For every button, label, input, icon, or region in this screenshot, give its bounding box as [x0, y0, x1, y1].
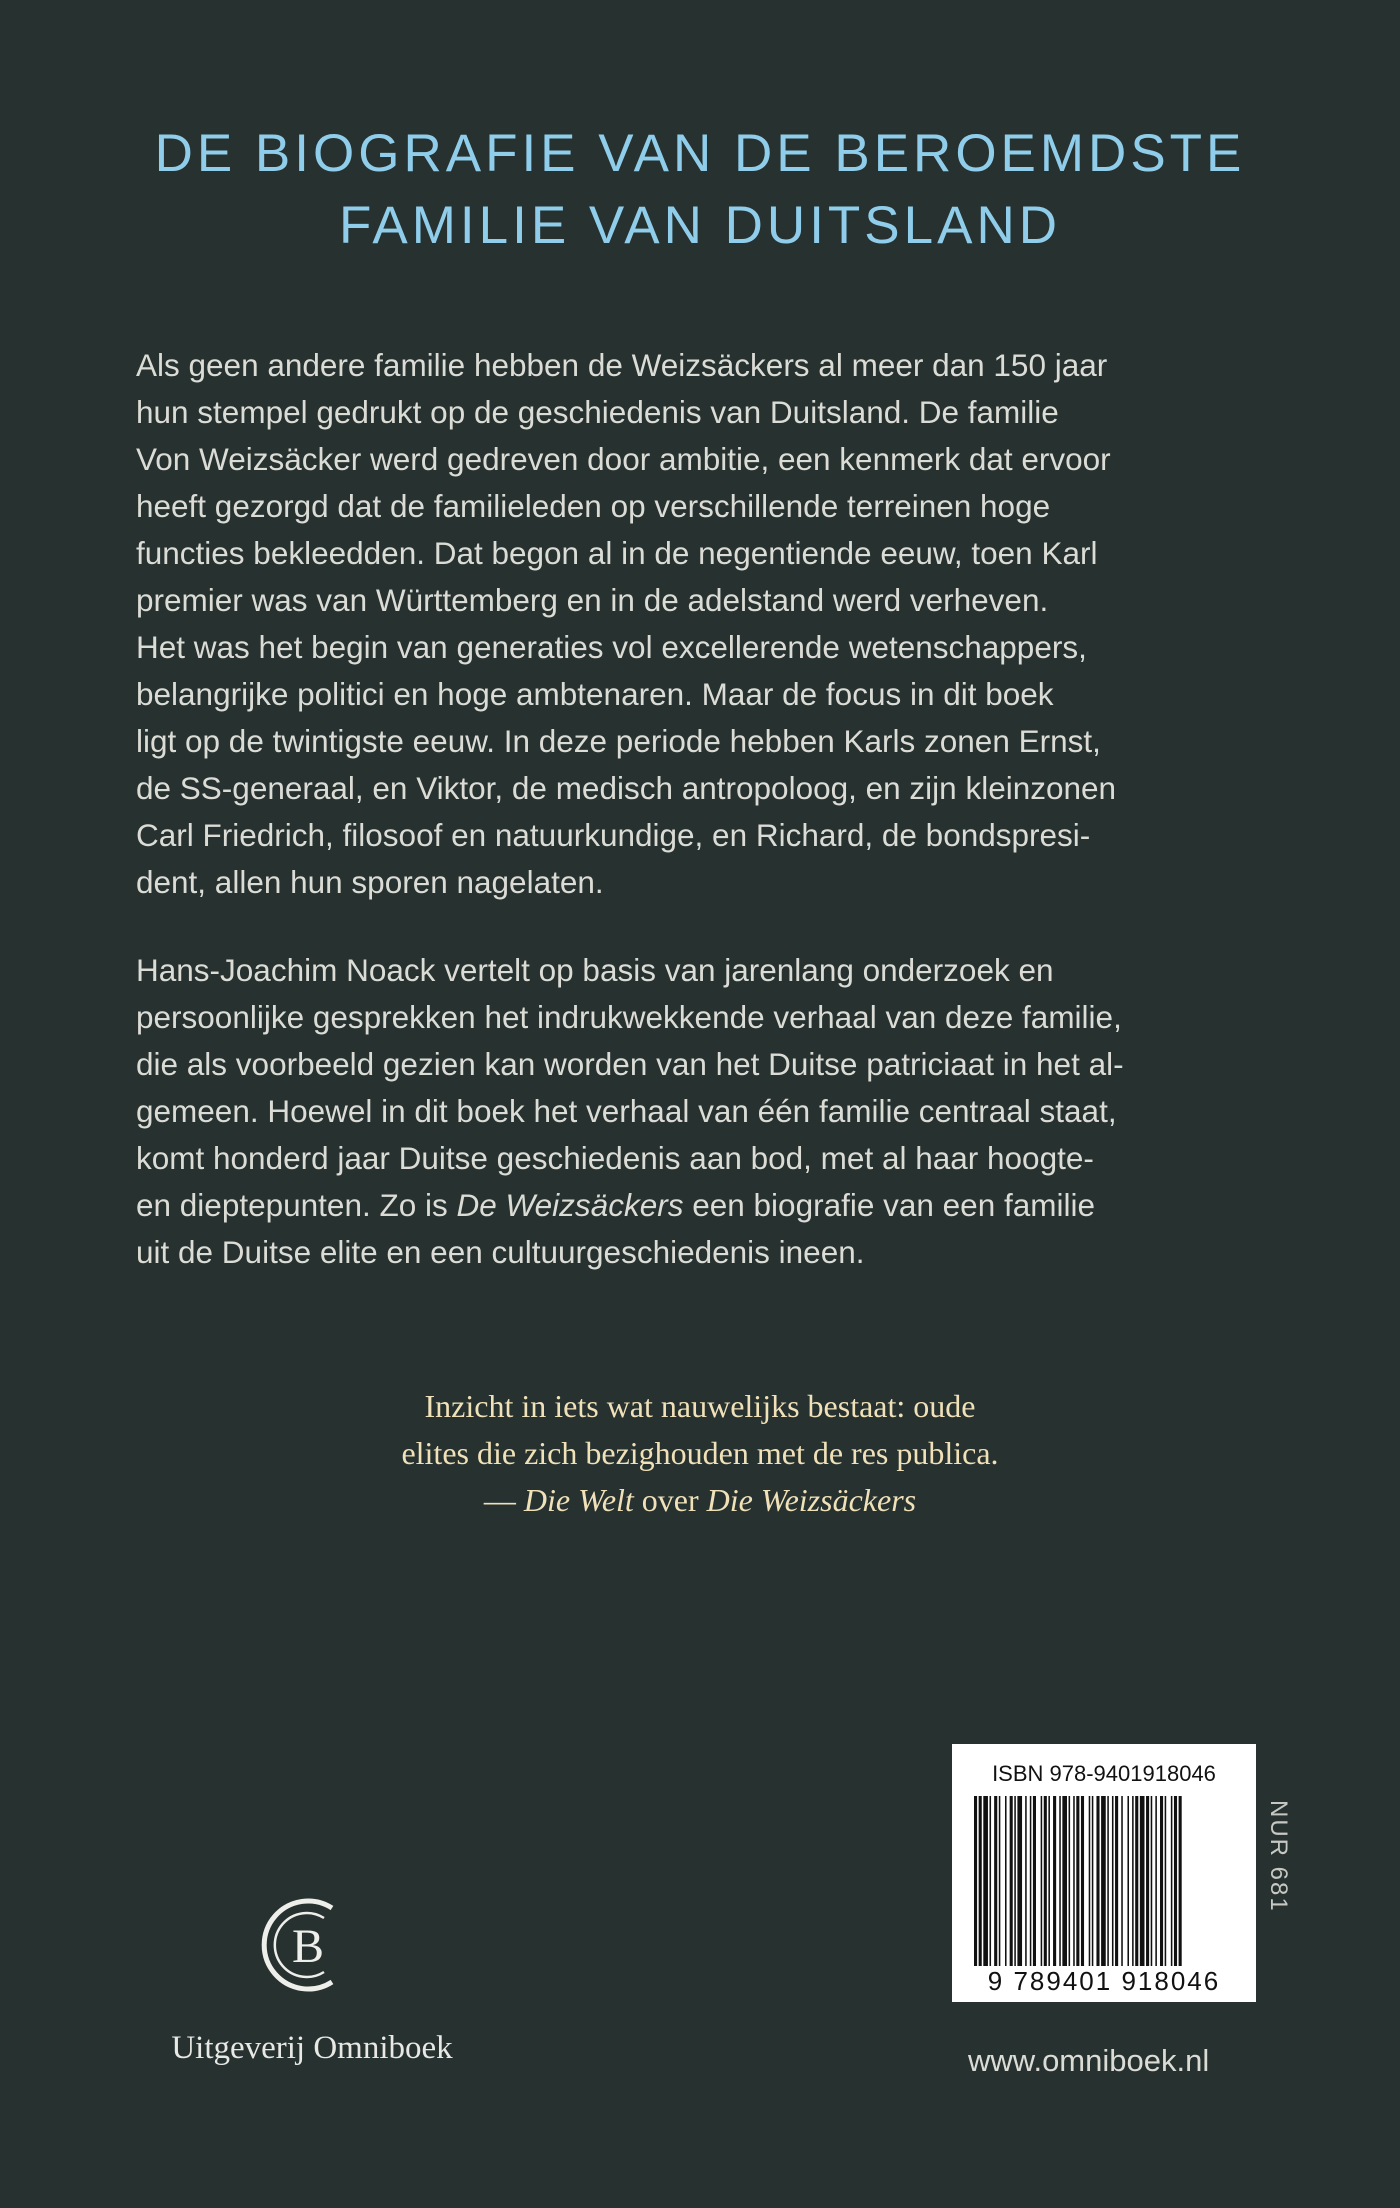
paragraph-line: uit de Duitse elite en een cultuurgeschiedenis ineen. [136, 1234, 865, 1270]
paragraph-line [136, 1182, 1271, 1229]
barcode-bar [1155, 1796, 1157, 1966]
barcode-bar [1171, 1796, 1173, 1966]
paragraph-line: gemeen. Hoewel in dit boek het verhaal van één familie centraal staat, [136, 1093, 1117, 1129]
barcode [952, 1744, 1256, 2002]
headline-line-1: DE BIOGRAFIE VAN DE BEROEMDSTE [154, 124, 1246, 183]
barcode-bar [1135, 1796, 1138, 1966]
barcode-bar [1033, 1796, 1036, 1966]
barcode-bar [1127, 1796, 1129, 1966]
barcode-bar [1092, 1796, 1094, 1966]
barcode-bar [1062, 1796, 1067, 1966]
headline-line-2: FAMILIE VAN DUITSLAND [338, 196, 1062, 255]
website-url: www.omniboek.nl [968, 2043, 1210, 2078]
barcode-bar [1010, 1796, 1013, 1966]
barcode-bar [983, 1796, 988, 1966]
paragraph-line: Het was het begin van generaties vol excellerende wetenschappers, [136, 629, 1087, 665]
paragraph-line: Als geen andere familie hebben de Weizsäckers al meer dan 150 jaar [136, 347, 1108, 383]
paragraph-line: functies bekleedden. Dat begon al in de negentiende eeuw, toen Karl [136, 535, 1098, 571]
barcode-bar [974, 1796, 977, 1966]
barcode-bar [1081, 1796, 1084, 1966]
paragraph-line: de SS-generaal, en Viktor, de medisch antropoloog, en zijn kleinzonen [136, 770, 1117, 806]
paragraph-line: dent, allen hun sporen nagelaten. [136, 864, 604, 900]
barcode-bar [1160, 1796, 1163, 1966]
barcode-bar [999, 1796, 1001, 1966]
barcode-bar [1014, 1796, 1016, 1966]
barcode-bar [994, 1796, 997, 1966]
barcode-bar [1025, 1796, 1027, 1966]
barcode-bar [1048, 1796, 1050, 1966]
paragraph-line: Von Weizsäcker werd gedreven door ambitie, een kenmerk dat ervoor [136, 441, 1111, 477]
paragraph-line: die als voorbeeld gezien kan worden van het Duitse patriciaat in het al- [136, 1046, 1124, 1082]
logo-letter: B [291, 1920, 325, 1973]
barcode-bar [1030, 1796, 1032, 1966]
publisher-name: Uitgeverij Omniboek [171, 2030, 453, 2066]
barcode-bar [1179, 1796, 1182, 1966]
description-paragraph-2 [136, 947, 1271, 1276]
line-start: en dieptepunten. Zo is [136, 1187, 457, 1223]
paragraph-line: heeft gezorgd dat de familieleden op verschillende terreinen hoge [136, 488, 1051, 524]
barcode-bar [1076, 1796, 1079, 1966]
barcode-bar [1044, 1796, 1047, 1966]
barcode-bar [1059, 1796, 1061, 1966]
barcode-bar [1069, 1796, 1071, 1966]
paragraph-line: komt honderd jaar Duitse geschiedenis aan bod, met al haar hoogte- [136, 1140, 1094, 1176]
publisher-logo-icon [250, 1890, 360, 2000]
paragraph-line: Hans-Joachim Noack vertelt op basis van jarenlang onderzoek en [136, 952, 1054, 988]
barcode-bar [1132, 1796, 1134, 1966]
attribution-source: Die Welt [523, 1482, 634, 1518]
barcode-bar [1115, 1796, 1118, 1966]
barcode-bar [1041, 1796, 1043, 1966]
description-paragraph-1 [136, 342, 1271, 906]
paragraph-line: hun stempel gedrukt op de geschiedenis van Duitsland. De familie [136, 394, 1059, 430]
barcode-bar [1174, 1796, 1177, 1966]
barcode-bar [1005, 1796, 1007, 1966]
paragraph-line: persoonlijke gesprekken het indrukwekkende verhaal van deze familie, [136, 999, 1122, 1035]
line-end: een biografie van een familie [683, 1187, 1095, 1223]
barcode-bars [972, 1796, 1236, 1966]
quote-line-2: elites die zich bezighouden met de res publica. [401, 1435, 999, 1471]
barcode-bar [1101, 1796, 1106, 1966]
nur-code: NUR 681 [1265, 1800, 1292, 1913]
barcode-bar [1112, 1796, 1114, 1966]
barcode-bar [979, 1796, 982, 1966]
barcode-bar [1096, 1796, 1099, 1966]
barcode-bar [1121, 1796, 1123, 1966]
book-title: De Weizsäckers [456, 1187, 684, 1223]
attribution-dash: — [483, 1482, 524, 1518]
barcode-bar [1151, 1796, 1153, 1966]
paragraph-line: premier was van Württemberg en in de adelstand werd verheven. [136, 582, 1049, 618]
barcode-bar [1165, 1796, 1167, 1966]
quote-attribution [0, 1477, 1400, 1524]
isbn-label: ISBN 978-9401918046 [992, 1761, 1216, 1786]
quote-line-1: Inzicht in iets wat nauwelijks bestaat: oude [424, 1388, 976, 1424]
headline [0, 118, 1400, 262]
attribution-over: over [633, 1482, 707, 1518]
paragraph-line: Carl Friedrich, filosoof en natuurkundige, en Richard, de bondspresi- [136, 817, 1091, 853]
barcode-bar [1107, 1796, 1109, 1966]
barcode-bar [1146, 1796, 1149, 1966]
attribution-title: Die Weizsäckers [706, 1482, 917, 1518]
barcode-bar [1089, 1796, 1091, 1966]
paragraph-line: ligt op de twintigste eeuw. In deze periode hebben Karls zonen Ernst, [136, 723, 1101, 759]
paragraph-line: belangrijke politici en hoge ambtenaren. Maar de focus in dit boek [136, 676, 1054, 712]
review-quote [0, 1383, 1400, 1524]
barcode-bar [1053, 1796, 1056, 1966]
barcode-bar [1140, 1796, 1145, 1966]
barcode-bar [1073, 1796, 1075, 1966]
barcode-digits: 9 789401 918046 [987, 1966, 1221, 1996]
barcode-bar [990, 1796, 992, 1966]
barcode-bar [1017, 1796, 1022, 1966]
